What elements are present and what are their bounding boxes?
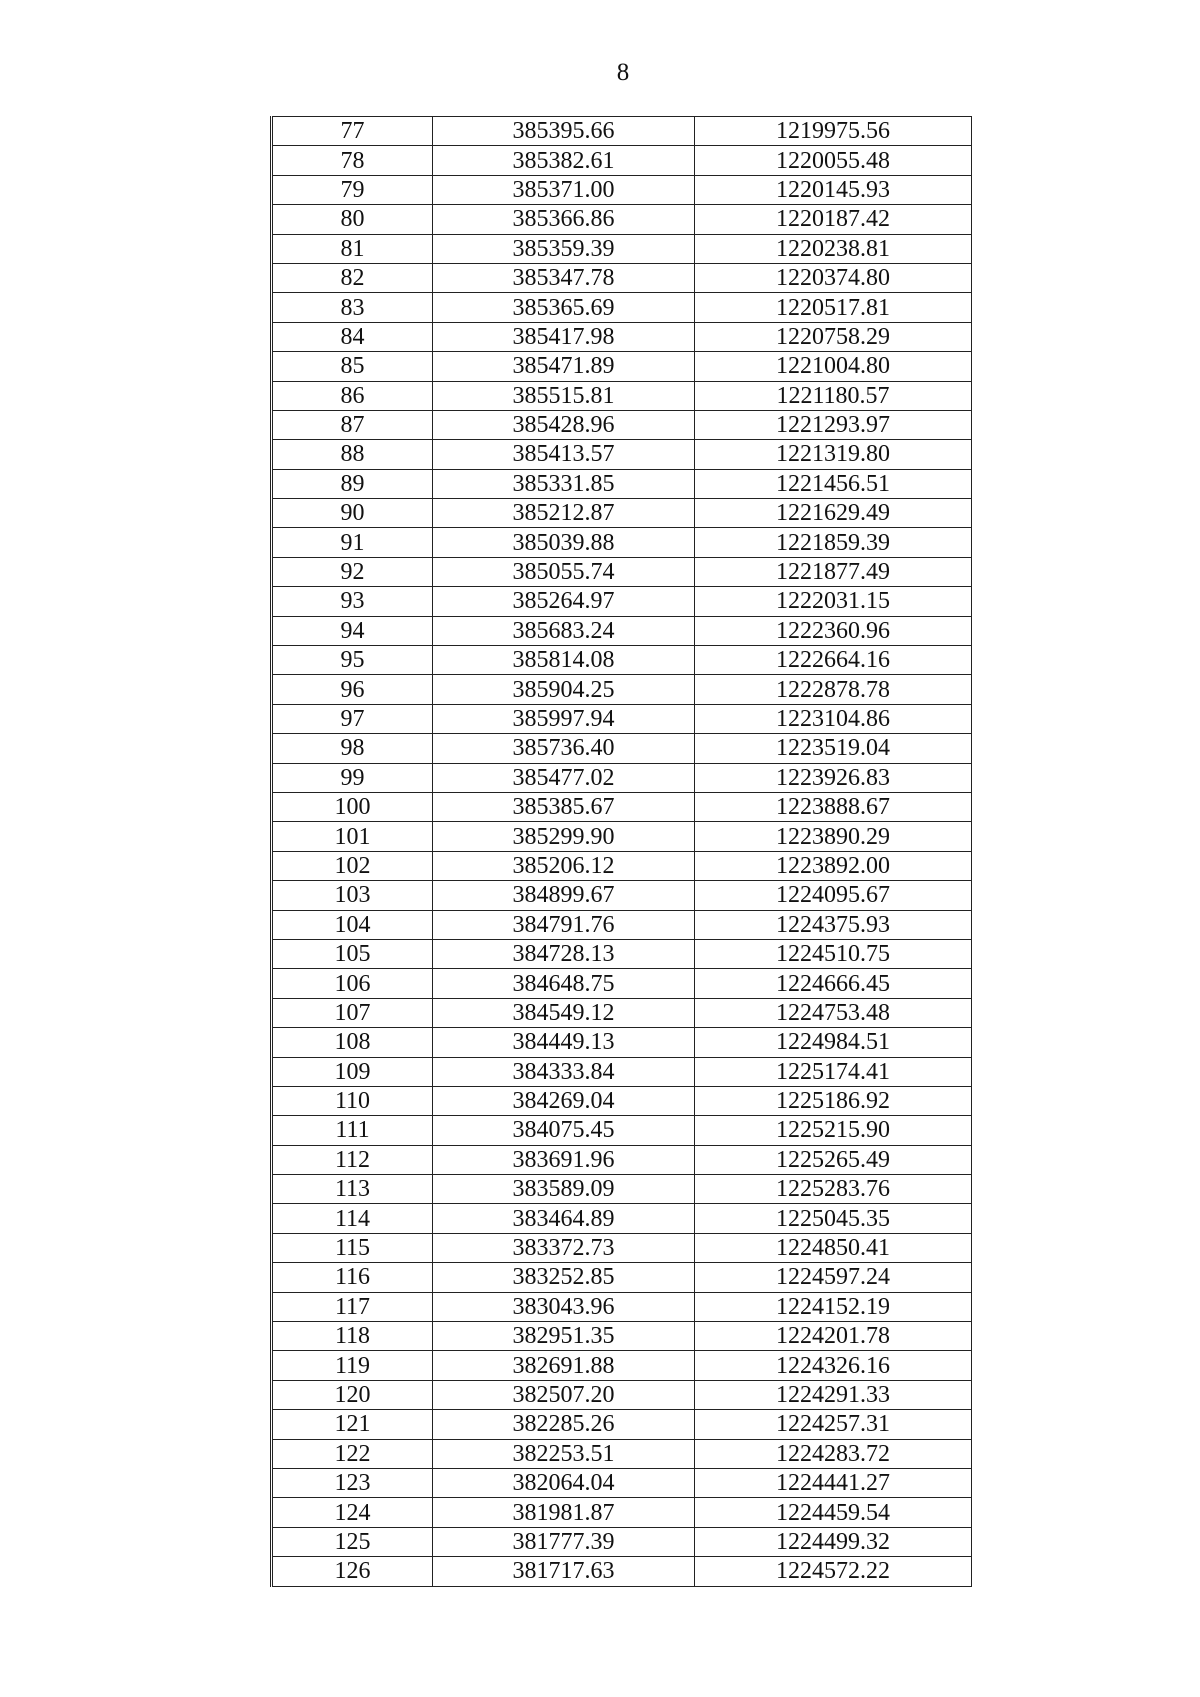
point-number-cell: 103	[272, 881, 433, 910]
table-row	[272, 910, 972, 939]
x-coordinate-cell: 385264.97	[433, 587, 695, 616]
x-coordinate-cell: 385055.74	[433, 557, 695, 586]
table-row	[272, 1498, 972, 1527]
y-coordinate-cell: 1224850.41	[695, 1233, 972, 1262]
y-coordinate-cell: 1224375.93	[695, 910, 972, 939]
table-row	[272, 1028, 972, 1057]
x-coordinate-cell: 381777.39	[433, 1527, 695, 1556]
y-coordinate-cell: 1221629.49	[695, 499, 972, 528]
table-row	[272, 675, 972, 704]
x-coordinate-cell: 385683.24	[433, 616, 695, 645]
y-coordinate-cell: 1224291.33	[695, 1380, 972, 1409]
table-row	[272, 763, 972, 792]
table-row	[272, 234, 972, 263]
point-number-cell: 101	[272, 822, 433, 851]
table-row	[272, 205, 972, 234]
point-number-cell: 97	[272, 704, 433, 733]
table-row	[272, 1086, 972, 1115]
x-coordinate-cell: 385814.08	[433, 646, 695, 675]
point-number-cell: 81	[272, 234, 433, 263]
y-coordinate-cell: 1224984.51	[695, 1028, 972, 1057]
y-coordinate-cell: 1221004.80	[695, 352, 972, 381]
table-row	[272, 939, 972, 968]
x-coordinate-cell: 382691.88	[433, 1351, 695, 1380]
table-row	[272, 734, 972, 763]
x-coordinate-cell: 384899.67	[433, 881, 695, 910]
point-number-cell: 120	[272, 1380, 433, 1409]
y-coordinate-cell: 1221293.97	[695, 410, 972, 439]
y-coordinate-cell: 1221456.51	[695, 469, 972, 498]
point-number-cell: 86	[272, 381, 433, 410]
point-number-cell: 94	[272, 616, 433, 645]
y-coordinate-cell: 1224326.16	[695, 1351, 972, 1380]
table-row	[272, 587, 972, 616]
point-number-cell: 80	[272, 205, 433, 234]
y-coordinate-cell: 1224572.22	[695, 1557, 972, 1586]
x-coordinate-cell: 385417.98	[433, 322, 695, 351]
x-coordinate-cell: 385428.96	[433, 410, 695, 439]
point-number-cell: 122	[272, 1439, 433, 1468]
table-row	[272, 263, 972, 292]
x-coordinate-cell: 385366.86	[433, 205, 695, 234]
x-coordinate-cell: 384728.13	[433, 939, 695, 968]
y-coordinate-cell: 1222031.15	[695, 587, 972, 616]
point-number-cell: 106	[272, 969, 433, 998]
point-number-cell: 100	[272, 792, 433, 821]
x-coordinate-cell: 382507.20	[433, 1380, 695, 1409]
table-row	[272, 1145, 972, 1174]
y-coordinate-cell: 1224597.24	[695, 1263, 972, 1292]
y-coordinate-cell: 1220055.48	[695, 146, 972, 175]
page-number: 8	[616, 59, 630, 86]
table-row	[272, 1322, 972, 1351]
x-coordinate-cell: 381717.63	[433, 1557, 695, 1586]
y-coordinate-cell: 1225174.41	[695, 1057, 972, 1086]
x-coordinate-cell: 385904.25	[433, 675, 695, 704]
x-coordinate-cell: 382064.04	[433, 1468, 695, 1497]
point-number-cell: 119	[272, 1351, 433, 1380]
point-number-cell: 126	[272, 1557, 433, 1586]
x-coordinate-cell: 384791.76	[433, 910, 695, 939]
y-coordinate-cell: 1224753.48	[695, 998, 972, 1027]
table-row	[272, 410, 972, 439]
x-coordinate-cell: 384269.04	[433, 1086, 695, 1115]
table-row	[272, 557, 972, 586]
point-number-cell: 114	[272, 1204, 433, 1233]
x-coordinate-cell: 384333.84	[433, 1057, 695, 1086]
table-row	[272, 322, 972, 351]
point-number-cell: 113	[272, 1175, 433, 1204]
point-number-cell: 96	[272, 675, 433, 704]
y-coordinate-cell: 1223892.00	[695, 851, 972, 880]
point-number-cell: 90	[272, 499, 433, 528]
point-number-cell: 83	[272, 293, 433, 322]
point-number-cell: 85	[272, 352, 433, 381]
point-number-cell: 124	[272, 1498, 433, 1527]
point-number-cell: 115	[272, 1233, 433, 1262]
y-coordinate-cell: 1222664.16	[695, 646, 972, 675]
x-coordinate-cell: 385299.90	[433, 822, 695, 851]
table-row	[272, 704, 972, 733]
table-row	[272, 998, 972, 1027]
table-row	[272, 851, 972, 880]
point-number-cell: 91	[272, 528, 433, 557]
y-coordinate-cell: 1224666.45	[695, 969, 972, 998]
x-coordinate-cell: 385371.00	[433, 175, 695, 204]
y-coordinate-cell: 1223926.83	[695, 763, 972, 792]
y-coordinate-cell: 1221859.39	[695, 528, 972, 557]
point-number-cell: 88	[272, 440, 433, 469]
table-row	[272, 646, 972, 675]
y-coordinate-cell: 1222878.78	[695, 675, 972, 704]
table-row	[272, 1233, 972, 1262]
table-row	[272, 1116, 972, 1145]
x-coordinate-cell: 385331.85	[433, 469, 695, 498]
point-number-cell: 112	[272, 1145, 433, 1174]
coordinate-table-body	[272, 117, 972, 1587]
table-row	[272, 175, 972, 204]
y-coordinate-cell: 1223890.29	[695, 822, 972, 851]
y-coordinate-cell: 1224095.67	[695, 881, 972, 910]
x-coordinate-cell: 385382.61	[433, 146, 695, 175]
y-coordinate-cell: 1223888.67	[695, 792, 972, 821]
y-coordinate-cell: 1221180.57	[695, 381, 972, 410]
y-coordinate-cell: 1224257.31	[695, 1410, 972, 1439]
x-coordinate-cell: 385039.88	[433, 528, 695, 557]
x-coordinate-cell: 385413.57	[433, 440, 695, 469]
x-coordinate-cell: 381981.87	[433, 1498, 695, 1527]
y-coordinate-cell: 1225283.76	[695, 1175, 972, 1204]
coordinate-table	[270, 116, 972, 1587]
x-coordinate-cell: 385471.89	[433, 352, 695, 381]
point-number-cell: 109	[272, 1057, 433, 1086]
point-number-cell: 110	[272, 1086, 433, 1115]
x-coordinate-cell: 383464.89	[433, 1204, 695, 1233]
table-row	[272, 1263, 972, 1292]
x-coordinate-cell: 385206.12	[433, 851, 695, 880]
table-row	[272, 1175, 972, 1204]
point-number-cell: 118	[272, 1322, 433, 1351]
point-number-cell: 89	[272, 469, 433, 498]
table-row	[272, 146, 972, 175]
table-row	[272, 117, 972, 146]
point-number-cell: 116	[272, 1263, 433, 1292]
point-number-cell: 117	[272, 1292, 433, 1321]
y-coordinate-cell: 1223519.04	[695, 734, 972, 763]
point-number-cell: 84	[272, 322, 433, 351]
x-coordinate-cell: 382951.35	[433, 1322, 695, 1351]
y-coordinate-cell: 1219975.56	[695, 117, 972, 146]
table-row	[272, 1410, 972, 1439]
y-coordinate-cell: 1224459.54	[695, 1498, 972, 1527]
y-coordinate-cell: 1225265.49	[695, 1145, 972, 1174]
table-row	[272, 1439, 972, 1468]
point-number-cell: 105	[272, 939, 433, 968]
y-coordinate-cell: 1221877.49	[695, 557, 972, 586]
table-row	[272, 881, 972, 910]
y-coordinate-cell: 1224441.27	[695, 1468, 972, 1497]
point-number-cell: 102	[272, 851, 433, 880]
y-coordinate-cell: 1225186.92	[695, 1086, 972, 1115]
x-coordinate-cell: 384449.13	[433, 1028, 695, 1057]
table-row	[272, 499, 972, 528]
x-coordinate-cell: 385515.81	[433, 381, 695, 410]
x-coordinate-cell: 383691.96	[433, 1145, 695, 1174]
y-coordinate-cell: 1225045.35	[695, 1204, 972, 1233]
x-coordinate-cell: 384648.75	[433, 969, 695, 998]
point-number-cell: 93	[272, 587, 433, 616]
x-coordinate-cell: 385736.40	[433, 734, 695, 763]
y-coordinate-cell: 1225215.90	[695, 1116, 972, 1145]
y-coordinate-cell: 1220145.93	[695, 175, 972, 204]
x-coordinate-cell: 384549.12	[433, 998, 695, 1027]
point-number-cell: 92	[272, 557, 433, 586]
table-row	[272, 969, 972, 998]
x-coordinate-cell: 383252.85	[433, 1263, 695, 1292]
x-coordinate-cell: 383372.73	[433, 1233, 695, 1262]
x-coordinate-cell: 385997.94	[433, 704, 695, 733]
table-row	[272, 822, 972, 851]
x-coordinate-cell: 383043.96	[433, 1292, 695, 1321]
x-coordinate-cell: 385395.66	[433, 117, 695, 146]
table-row	[272, 528, 972, 557]
y-coordinate-cell: 1224283.72	[695, 1439, 972, 1468]
point-number-cell: 82	[272, 263, 433, 292]
x-coordinate-cell: 382285.26	[433, 1410, 695, 1439]
point-number-cell: 79	[272, 175, 433, 204]
point-number-cell: 123	[272, 1468, 433, 1497]
point-number-cell: 108	[272, 1028, 433, 1057]
y-coordinate-cell: 1220238.81	[695, 234, 972, 263]
x-coordinate-cell: 384075.45	[433, 1116, 695, 1145]
table-row	[272, 1468, 972, 1497]
point-number-cell: 98	[272, 734, 433, 763]
table-row	[272, 1351, 972, 1380]
x-coordinate-cell: 383589.09	[433, 1175, 695, 1204]
point-number-cell: 121	[272, 1410, 433, 1439]
y-coordinate-cell: 1222360.96	[695, 616, 972, 645]
point-number-cell: 99	[272, 763, 433, 792]
y-coordinate-cell: 1224152.19	[695, 1292, 972, 1321]
table-row	[272, 792, 972, 821]
table-row	[272, 1380, 972, 1409]
table-row	[272, 1204, 972, 1233]
point-number-cell: 87	[272, 410, 433, 439]
y-coordinate-cell: 1220374.80	[695, 263, 972, 292]
table-row	[272, 1557, 972, 1586]
point-number-cell: 95	[272, 646, 433, 675]
point-number-cell: 77	[272, 117, 433, 146]
x-coordinate-cell: 385347.78	[433, 263, 695, 292]
table-row	[272, 1292, 972, 1321]
table-row	[272, 1527, 972, 1556]
table-row	[272, 616, 972, 645]
point-number-cell: 104	[272, 910, 433, 939]
y-coordinate-cell: 1221319.80	[695, 440, 972, 469]
point-number-cell: 107	[272, 998, 433, 1027]
table-row	[272, 440, 972, 469]
y-coordinate-cell: 1220517.81	[695, 293, 972, 322]
table-row	[272, 381, 972, 410]
table-row	[272, 1057, 972, 1086]
point-number-cell: 125	[272, 1527, 433, 1556]
x-coordinate-cell: 385365.69	[433, 293, 695, 322]
x-coordinate-cell: 385212.87	[433, 499, 695, 528]
y-coordinate-cell: 1224510.75	[695, 939, 972, 968]
x-coordinate-cell: 385359.39	[433, 234, 695, 263]
y-coordinate-cell: 1220187.42	[695, 205, 972, 234]
y-coordinate-cell: 1224499.32	[695, 1527, 972, 1556]
y-coordinate-cell: 1224201.78	[695, 1322, 972, 1351]
x-coordinate-cell: 385385.67	[433, 792, 695, 821]
table-row	[272, 469, 972, 498]
point-number-cell: 111	[272, 1116, 433, 1145]
point-number-cell: 78	[272, 146, 433, 175]
x-coordinate-cell: 382253.51	[433, 1439, 695, 1468]
x-coordinate-cell: 385477.02	[433, 763, 695, 792]
table-row	[272, 293, 972, 322]
y-coordinate-cell: 1223104.86	[695, 704, 972, 733]
table-row	[272, 352, 972, 381]
y-coordinate-cell: 1220758.29	[695, 322, 972, 351]
